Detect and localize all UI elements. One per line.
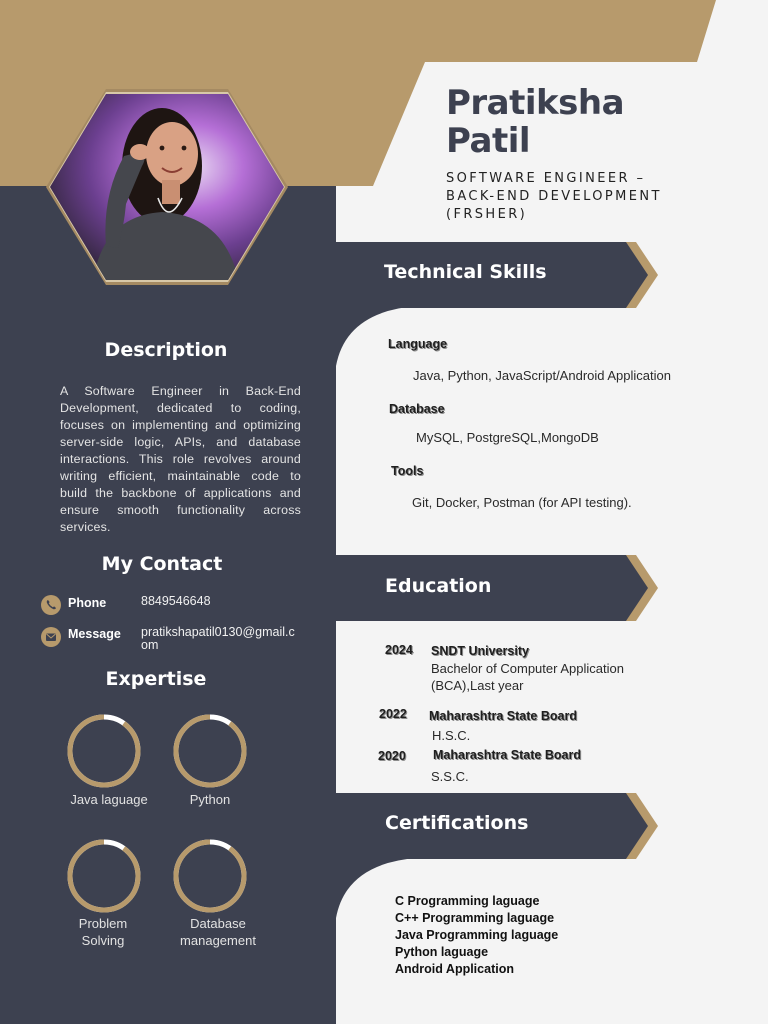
expertise-label <box>160 791 260 808</box>
database-value: MySQL, PostgreSQL,MongoDB <box>416 430 599 445</box>
tools-label: Tools <box>391 464 424 478</box>
expertise-title: Expertise <box>105 668 207 690</box>
name-first: Pratiksha <box>446 83 625 123</box>
education-year: 2022 <box>379 707 407 721</box>
expertise-label-line: management <box>180 933 256 948</box>
expertise-ring <box>66 713 142 789</box>
description-title: Description <box>104 339 228 361</box>
education-school: Maharashtra State Board <box>429 709 577 723</box>
email-line-1: pratikshapatil0130@gmail.c <box>141 625 295 639</box>
role-line-3: (FRSHER) <box>446 207 528 222</box>
ring-progress <box>176 717 244 785</box>
banner-chevron-icon <box>622 793 662 859</box>
education-year: 2024 <box>385 643 413 657</box>
email-value[interactable] <box>141 626 326 652</box>
phone-value[interactable]: 8849546648 <box>141 594 211 608</box>
tools-value: Git, Docker, Postman (for API testing). <box>412 495 632 510</box>
skills-title: Technical Skills <box>384 261 547 283</box>
certification-item: C++ Programming laguage <box>395 911 555 925</box>
certification-item: Java Programming laguage <box>395 928 559 942</box>
expertise-label-line: Python <box>189 792 231 807</box>
candidate-name <box>446 84 746 160</box>
certification-item: Python laguage <box>395 945 489 959</box>
education-detail-line: Bachelor of Computer Application <box>431 661 624 676</box>
expertise-label-line: Problem <box>78 916 128 931</box>
education-detail: S.S.C. <box>431 769 469 784</box>
expertise-ring <box>172 713 248 789</box>
expertise-label <box>163 915 273 949</box>
education-detail <box>431 660 671 694</box>
expertise-label <box>53 915 153 949</box>
certifications-title: Certifications <box>385 812 529 834</box>
expertise-label-line: Solving <box>81 933 125 948</box>
education-detail-line: (BCA),Last year <box>431 678 524 693</box>
ring-progress <box>70 842 138 910</box>
contact-title: My Contact <box>101 553 223 575</box>
phone-label: Phone <box>68 596 107 610</box>
ring-progress <box>70 717 138 785</box>
expertise-ring <box>172 838 248 914</box>
education-school: SNDT University <box>431 644 529 658</box>
expertise-ring <box>66 838 142 914</box>
name-last: Patil <box>446 121 531 161</box>
database-label: Database <box>389 402 445 416</box>
role-line-2: BACK-END DEVELOPMENT <box>446 189 662 204</box>
expertise-label <box>55 791 163 808</box>
job-role <box>446 170 736 224</box>
message-label: Message <box>68 627 121 641</box>
expertise-label-line: Database <box>190 916 246 931</box>
banner-chevron-icon <box>622 555 662 621</box>
phone-icon <box>41 595 61 615</box>
education-title: Education <box>385 575 492 597</box>
profile-photo <box>44 86 290 288</box>
description-text: A Software Engineer in Back-End Development, dedicated to coding, focuses on implementing and optimizing server-side logic, APIs, and database interactions. This role revolves around writing efficient, maintainable code to build the backbone of applications and ensure smooth functionality across services. <box>60 384 301 534</box>
email-line-2: om <box>141 638 159 652</box>
language-value: Java, Python, JavaScript/Android Application <box>413 368 671 383</box>
education-year: 2020 <box>378 749 406 763</box>
education-school: Maharashtra State Board <box>433 748 581 762</box>
certification-item: C Programming laguage <box>395 894 540 908</box>
banner-chevron-icon <box>622 242 662 308</box>
ring-progress <box>176 842 244 910</box>
certification-item: Android Application <box>395 962 514 976</box>
education-detail: H.S.C. <box>432 728 471 743</box>
role-line-1: SOFTWARE ENGINEER – <box>446 171 646 186</box>
expertise-label-line: Java laguage <box>70 792 148 807</box>
message-icon <box>41 627 61 647</box>
language-label: Language <box>388 337 448 351</box>
certifications-list <box>395 893 645 978</box>
